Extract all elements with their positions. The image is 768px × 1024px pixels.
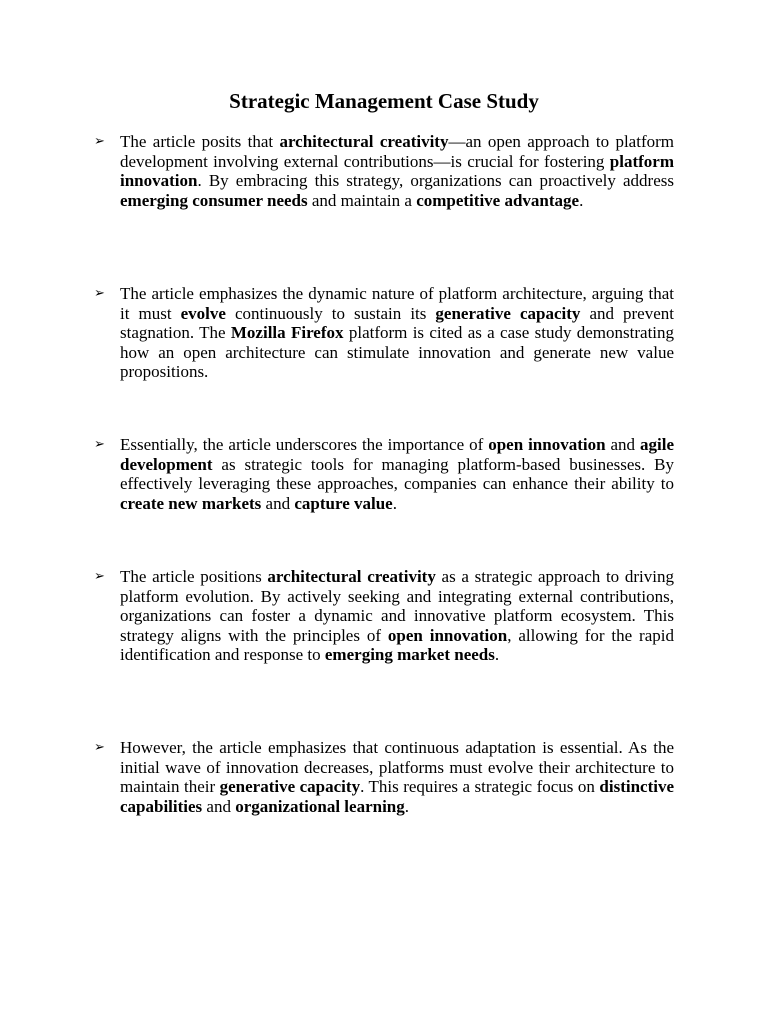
text-run: The article positions [120, 567, 268, 586]
bold-term: open innovation [387, 625, 508, 645]
bold-term: distinctive capabilities [120, 777, 675, 816]
text-run: . [404, 796, 409, 816]
bullet-text [120, 738, 674, 816]
bullet-item [94, 132, 674, 210]
arrow-bullet-icon: ➢ [94, 286, 105, 301]
text-run: as a strategic approach to driving platform evolution. By actively seeking and integrating external contributions, organizations can foster a dynamic and innovative platform ecosystem. This strategy aligns with the principles of [120, 567, 674, 645]
bold-term: capture value [294, 493, 393, 513]
text-run: The article posits that [120, 132, 280, 151]
bold-term: architectural creativity [267, 567, 436, 586]
arrow-bullet-icon: ➢ [94, 437, 105, 452]
bold-term: generative capacity [219, 777, 361, 797]
bold-term: competitive advantage [416, 190, 580, 210]
text-run: and [261, 493, 295, 513]
bold-term: architectural creativity [279, 132, 449, 151]
text-run: continuously to sustain its [225, 303, 436, 323]
bullet-item [94, 284, 674, 382]
text-run: The article emphasizes the dynamic nature of platform architecture, arguing that it must [120, 284, 674, 323]
bullet-text [120, 435, 674, 513]
bold-term: agile development [120, 435, 674, 474]
text-run: . [392, 493, 397, 513]
bullet-item [94, 435, 674, 513]
bullet-text [120, 567, 674, 665]
bold-term: emerging market needs [324, 645, 495, 665]
text-run: and prevent stagnation. The [120, 303, 674, 343]
bold-term: platform innovation [120, 151, 674, 191]
text-run: —an open approach to platform development involving external contributions—is crucial for fostering [120, 132, 674, 171]
bullet-text [120, 132, 674, 210]
text-run: and [202, 796, 236, 816]
arrow-bullet-icon: ➢ [94, 740, 105, 755]
bold-term: Mozilla Firefox [230, 323, 344, 343]
text-run: However, the article emphasizes that continuous adaptation is essential. As the initial wave of innovation decreases, platforms must evolve their architecture to maintain their [120, 738, 674, 797]
text-run: and [605, 435, 640, 454]
document-title: Strategic Management Case Study [229, 89, 539, 113]
bold-term: organizational learning [235, 796, 405, 816]
text-run: . [494, 645, 500, 665]
text-run: . This requires a strategic focus on [360, 777, 600, 797]
bold-term: create new markets [120, 493, 262, 513]
bold-term: open innovation [488, 435, 606, 454]
bold-term: emerging consumer needs [120, 190, 308, 210]
text-run: , allowing for the rapid identification and response to [120, 625, 674, 665]
text-run: and maintain a [307, 190, 417, 210]
bullet-item [94, 738, 674, 816]
text-run: . By embracing this strategy, organizations can proactively address [197, 171, 674, 191]
text-run: . [579, 190, 584, 210]
text-run: as strategic tools for managing platform-based businesses. By effectively leveraging these approaches, companies can enhance their ability to [120, 454, 674, 494]
text-run: Essentially, the article underscores the importance of [120, 435, 489, 454]
bullet-item [94, 567, 674, 665]
arrow-bullet-icon: ➢ [94, 569, 105, 584]
bullet-text [120, 284, 674, 382]
arrow-bullet-icon: ➢ [94, 134, 105, 149]
text-run: platform is cited as a case study demonstrating how an open architecture can stimulate innovation and generate new value propositions. [120, 323, 675, 382]
bold-term: generative capacity [435, 303, 581, 323]
bold-term: evolve [180, 303, 226, 323]
